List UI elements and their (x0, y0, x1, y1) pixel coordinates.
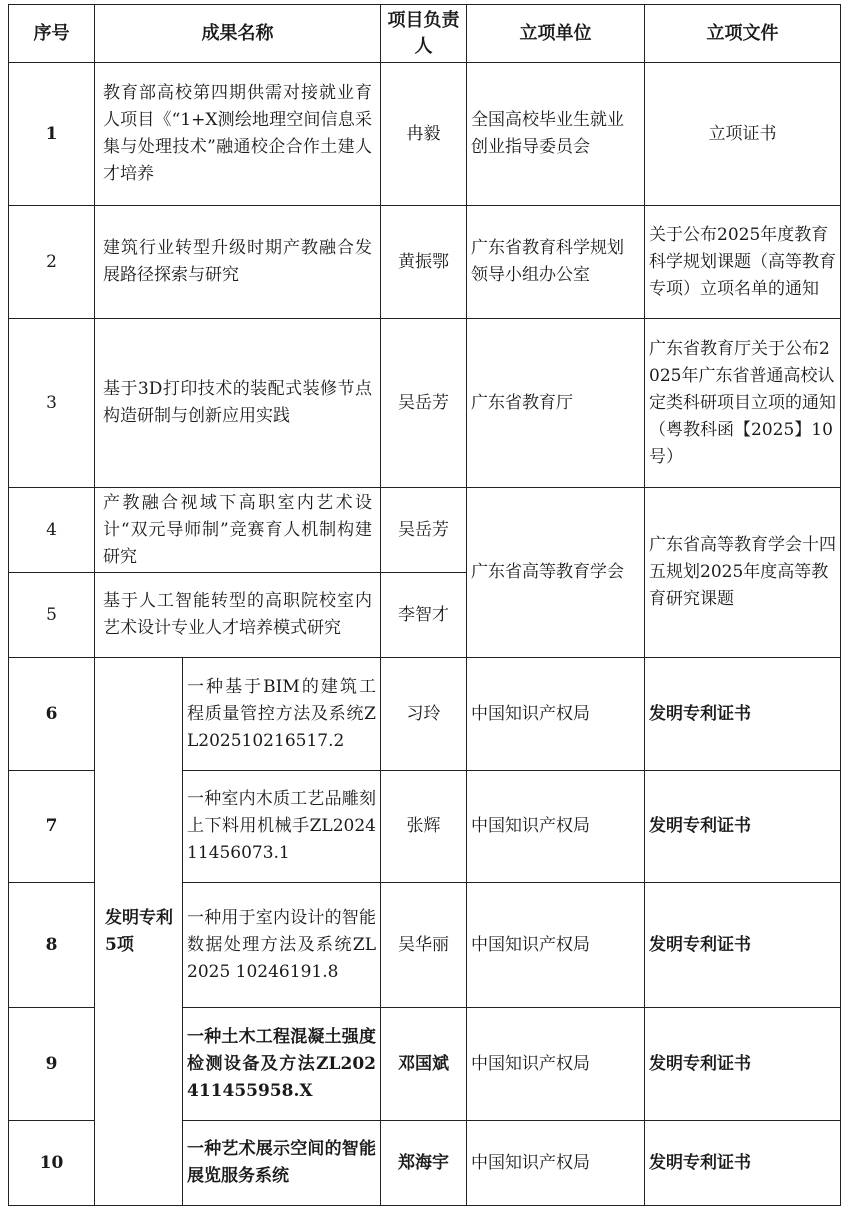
row-doc: 发明专利证书 (645, 883, 841, 1008)
row-seq: 1 (9, 63, 95, 206)
row-leader: 黄振鄂 (381, 206, 467, 319)
row-unit: 中国知识产权局 (467, 658, 645, 771)
row-unit: 广东省教育科学规划领导小组办公室 (467, 206, 645, 319)
row-unit: 中国知识产权局 (467, 771, 645, 883)
header-leader: 项目负责人 (381, 5, 467, 63)
row-name: 基于人工智能转型的高职院校室内艺术设计专业人才培养模式研究 (95, 573, 381, 658)
patent-group-label: 发明专利5项 (95, 658, 183, 1206)
header-seq: 序号 (9, 5, 95, 63)
row-leader: 吴华丽 (381, 883, 467, 1008)
header-name: 成果名称 (95, 5, 381, 63)
row-name: 一种土木工程混凝土强度检测设备及方法ZL202411455958.X (183, 1008, 381, 1121)
row-unit: 中国知识产权局 (467, 1121, 645, 1206)
table-row (9, 319, 841, 488)
row-seq: 8 (9, 883, 95, 1008)
row-leader: 吴岳芳 (381, 319, 467, 488)
header-unit: 立项单位 (467, 5, 645, 63)
row-leader: 张辉 (381, 771, 467, 883)
row-leader: 邓国斌 (381, 1008, 467, 1121)
row-name: 一种室内木质工艺品雕刻上下料用机械手ZL202411456073.1 (183, 771, 381, 883)
table-row (9, 206, 841, 319)
row-doc: 立项证书 (645, 63, 841, 206)
row-doc: 发明专利证书 (645, 1008, 841, 1121)
row-unit: 广东省教育厅 (467, 319, 645, 488)
row-doc: 发明专利证书 (645, 1121, 841, 1206)
row-seq: 3 (9, 319, 95, 488)
row-name: 教育部高校第四期供需对接就业育人项目《“1+X测绘地理空间信息采集与处理技术”融通校企合作土建人才培养 (95, 63, 381, 206)
table-row (9, 658, 841, 771)
row-doc: 发明专利证书 (645, 658, 841, 771)
row-leader: 李智才 (381, 573, 467, 658)
row-name: 一种艺术展示空间的智能展览服务系统 (183, 1121, 381, 1206)
row-doc: 关于公布2025年度教育科学规划课题（高等教育专项）立项名单的通知 (645, 206, 841, 319)
row-seq: 10 (9, 1121, 95, 1206)
header-row (9, 5, 841, 63)
results-table (8, 4, 841, 1206)
row-name: 一种用于室内设计的智能数据处理方法及系统ZL 2025 10246191.8 (183, 883, 381, 1008)
row-leader: 吴岳芳 (381, 488, 467, 573)
row-seq: 5 (9, 573, 95, 658)
table-row (9, 63, 841, 206)
row-seq: 9 (9, 1008, 95, 1121)
row-name: 产教融合视域下高职室内艺术设计“双元导师制”竞赛育人机制构建研究 (95, 488, 381, 573)
row-seq: 6 (9, 658, 95, 771)
row-unit: 中国知识产权局 (467, 1008, 645, 1121)
row-name: 一种基于BIM的建筑工程质量管控方法及系统ZL202510216517.2 (183, 658, 381, 771)
row-unit: 全国高校毕业生就业创业指导委员会 (467, 63, 645, 206)
row-seq: 7 (9, 771, 95, 883)
row-doc-merged: 广东省高等教育学会十四五规划2025年度高等教育研究课题 (645, 488, 841, 658)
row-seq: 4 (9, 488, 95, 573)
table-row (9, 488, 841, 573)
row-leader: 冉毅 (381, 63, 467, 206)
header-doc: 立项文件 (645, 5, 841, 63)
row-leader: 郑海宇 (381, 1121, 467, 1206)
row-doc: 广东省教育厅关于公布2025年广东省普通高校认定类科研项目立项的通知（粤教科函【2025】10号） (645, 319, 841, 488)
row-name: 建筑行业转型升级时期产教融合发展路径探索与研究 (95, 206, 381, 319)
row-doc: 发明专利证书 (645, 771, 841, 883)
row-name: 基于3D打印技术的装配式装修节点构造研制与创新应用实践 (95, 319, 381, 488)
row-unit-merged: 广东省高等教育学会 (467, 488, 645, 658)
row-leader: 习玲 (381, 658, 467, 771)
row-unit: 中国知识产权局 (467, 883, 645, 1008)
row-seq: 2 (9, 206, 95, 319)
